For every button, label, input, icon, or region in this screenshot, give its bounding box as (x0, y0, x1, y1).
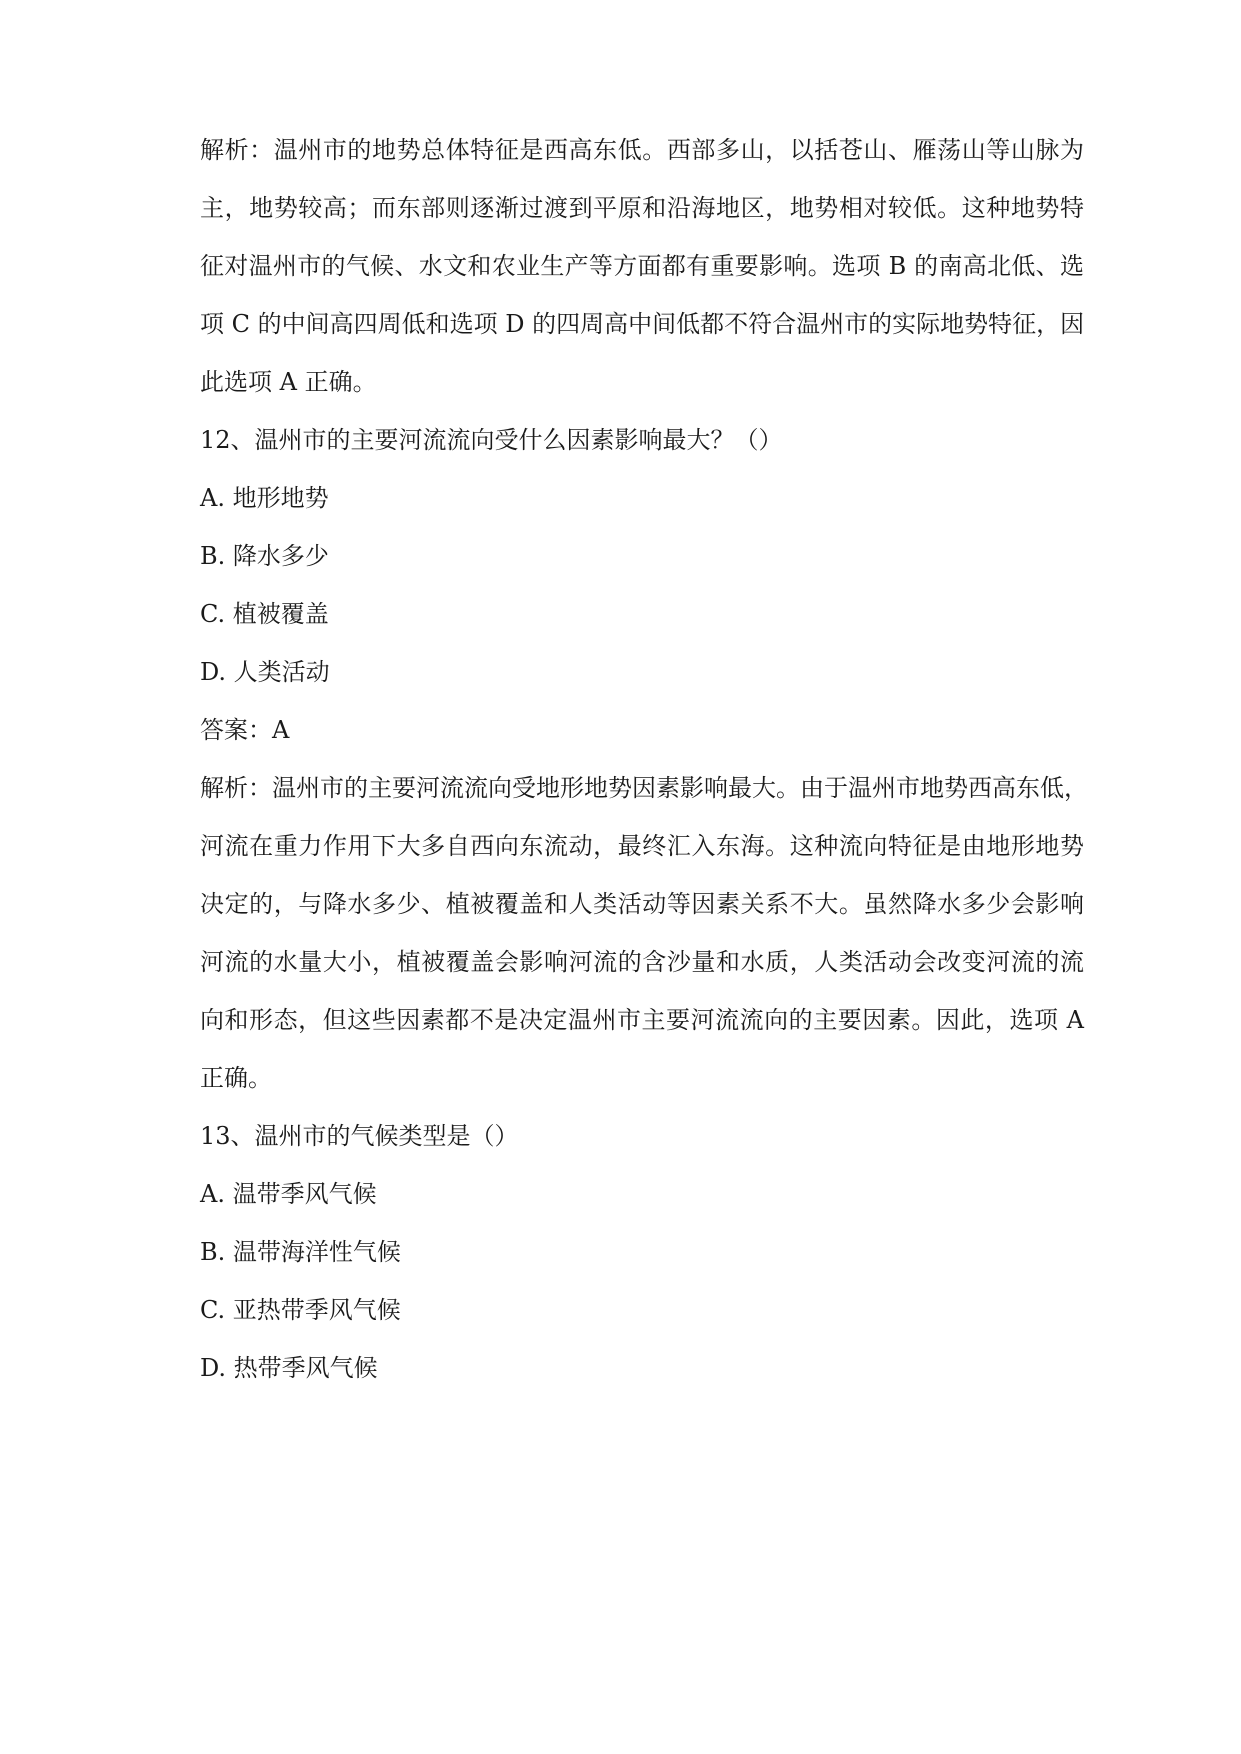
option-d: D. 热带季风气候 (200, 1354, 378, 1382)
question-stem: 13、温州市的气候类型是（） (200, 1122, 519, 1150)
analysis-line: 向和形态，但这些因素都不是决定温州市主要河流流向的主要因素。因此，选项 A (200, 1006, 1084, 1034)
analysis-line: 河流在重力作用下大多自西向东流动，最终汇入东海。这种流向特征是由地形地势 (200, 832, 1084, 860)
question-stem: 12、温州市的主要河流流向受什么因素影响最大？（） (200, 426, 783, 454)
analysis-line: 解析：温州市的主要河流流向受地形地势因素影响最大。由于温州市地势西高东低， (200, 774, 1088, 802)
option-d: D. 人类活动 (200, 658, 330, 686)
analysis-line: 主，地势较高；而东部则逐渐过渡到平原和沿海地区，地势相对较低。这种地势特 (200, 194, 1084, 222)
option-b: B. 降水多少 (200, 542, 329, 570)
analysis-line: 河流的水量大小，植被覆盖会影响河流的含沙量和水质，人类活动会改变河流的流 (200, 948, 1084, 976)
analysis-line: 决定的，与降水多少、植被覆盖和人类活动等因素关系不大。虽然降水多少会影响 (200, 890, 1084, 918)
option-a: A. 地形地势 (200, 484, 329, 512)
answer: 答案：A (200, 716, 290, 744)
analysis-line: 此选项 A 正确。 (200, 368, 377, 396)
option-a: A. 温带季风气候 (200, 1180, 377, 1208)
analysis-line: 解析：温州市的地势总体特征是西高东低。西部多山，以括苍山、雁荡山等山脉为 (200, 136, 1084, 164)
analysis-line: 征对温州市的气候、水文和农业生产等方面都有重要影响。选项 B 的南高北低、选 (200, 252, 1084, 280)
analysis-line: 项 C 的中间高四周低和选项 D 的四周高中间低都不符合温州市的实际地势特征，因 (200, 310, 1085, 338)
document-page (200, 0, 1088, 1754)
option-b: B. 温带海洋性气候 (200, 1238, 401, 1266)
analysis-line: 正确。 (200, 1064, 272, 1092)
option-c: C. 亚热带季风气候 (200, 1296, 401, 1324)
option-c: C. 植被覆盖 (200, 600, 329, 628)
